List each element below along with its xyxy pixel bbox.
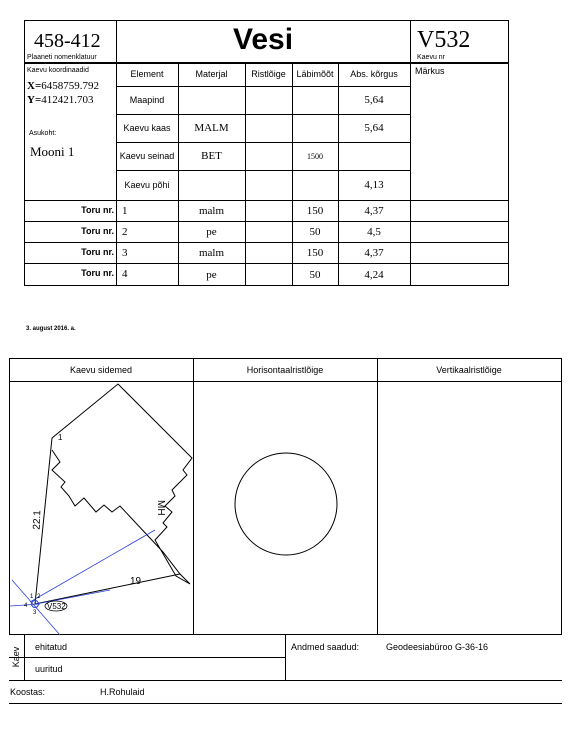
well-id: V532 xyxy=(417,27,471,53)
location-label: Asukoht: xyxy=(29,130,57,137)
footer-divider xyxy=(285,635,286,680)
pipe-label: Toru nr. xyxy=(81,268,114,278)
well-label-text: V532 xyxy=(47,602,66,611)
dimension-left: 22.1 xyxy=(31,509,44,530)
author-value: H.Rohulaid xyxy=(100,687,145,697)
header-material: Materjal xyxy=(195,69,228,79)
pipe-abs-height: 4,5 xyxy=(367,226,381,238)
x-label: X= xyxy=(27,80,42,92)
pipe-diameter: 150 xyxy=(306,247,324,259)
pipe-number: 2 xyxy=(37,594,41,600)
row-abs-height: 5,64 xyxy=(364,122,384,134)
panel-title-vertical: Vertikaalristlõige xyxy=(436,364,502,375)
pipe-number: 4 xyxy=(24,603,28,609)
pipe-material: pe xyxy=(206,226,217,238)
footer-rule xyxy=(9,657,285,658)
sheet-code: 458-412 xyxy=(34,30,101,52)
dimension-bottom: 19 xyxy=(130,576,142,587)
pipe-diameter: 50 xyxy=(309,269,321,281)
header-diameter: Läbimõõt xyxy=(296,69,334,79)
pipe-number: 1 xyxy=(30,594,34,600)
panel-title-connections: Kaevu sidemed xyxy=(69,364,133,375)
card-title: Vesi xyxy=(232,23,294,56)
data-source-label: Andmed saadud: xyxy=(291,642,360,652)
pipe-label: Toru nr. xyxy=(81,205,114,215)
row-element: Maapind xyxy=(129,95,165,105)
row-material: MALM xyxy=(194,122,229,134)
pipe-material: malm xyxy=(198,247,225,259)
row-material: BET xyxy=(201,150,222,162)
row-abs-height: 5,64 xyxy=(364,94,384,106)
footer-rule xyxy=(9,703,562,704)
header-cross-section: Ristlõige xyxy=(251,69,286,79)
row-element: Kaevu põhi xyxy=(124,180,170,190)
y-value: 412421.703 xyxy=(41,94,94,106)
pipe-material: malm xyxy=(198,205,225,217)
pipe-label: Toru nr. xyxy=(81,247,114,257)
row-diameter: 1500 xyxy=(307,151,323,161)
x-value: 6458759.792 xyxy=(41,80,99,92)
document-date: 3. august 2016. a. xyxy=(26,326,76,332)
coords-label: Kaevu koordinaadid xyxy=(27,67,89,74)
pipe-diameter: 150 xyxy=(306,205,324,217)
pipe-abs-height: 4,37 xyxy=(364,247,384,259)
pipe-no: 2 xyxy=(122,226,128,238)
pipe-label: Toru nr. xyxy=(81,226,114,236)
kaev-label: Kaev xyxy=(11,646,21,668)
building-label: MH xyxy=(155,500,166,516)
pipe-no: 1 xyxy=(122,205,128,217)
location-value: Mooni 1 xyxy=(30,144,75,159)
panel-title-horizontal: Horisontaalristlõige xyxy=(246,364,324,375)
header-note: Märkus xyxy=(415,66,445,76)
pipe-number: 3 xyxy=(33,610,37,616)
footer-surveyed: uuritud xyxy=(35,664,63,674)
footer-rule xyxy=(9,680,562,681)
well-cross-section xyxy=(235,453,337,555)
sheet-label: Plaaneti nomenklatuur xyxy=(27,54,97,61)
well-label: Kaevu nr xyxy=(417,54,446,61)
header-element: Element xyxy=(130,69,164,79)
y-label: Y= xyxy=(27,94,42,106)
pipe-abs-height: 4,24 xyxy=(364,269,384,281)
footer-divider xyxy=(24,635,25,680)
pipe-no: 3 xyxy=(122,247,128,259)
pipe-material: pe xyxy=(206,269,217,281)
pipe-diameter: 50 xyxy=(309,226,321,238)
row-element: Kaevu seinad xyxy=(119,151,175,161)
pipe-no: 4 xyxy=(122,268,128,280)
footer-built: ehitatud xyxy=(35,642,68,652)
header-abs-height: Abs. kõrgus xyxy=(350,69,398,79)
author-label: Koostas: xyxy=(10,687,46,697)
row-abs-height: 4,13 xyxy=(364,179,384,191)
row-element: Kaevu kaas xyxy=(123,123,171,133)
data-source-value: Geodeesiabüroo G-36-16 xyxy=(386,642,489,652)
corner-label: 1 xyxy=(58,433,63,442)
pipe-abs-height: 4,37 xyxy=(364,205,384,217)
